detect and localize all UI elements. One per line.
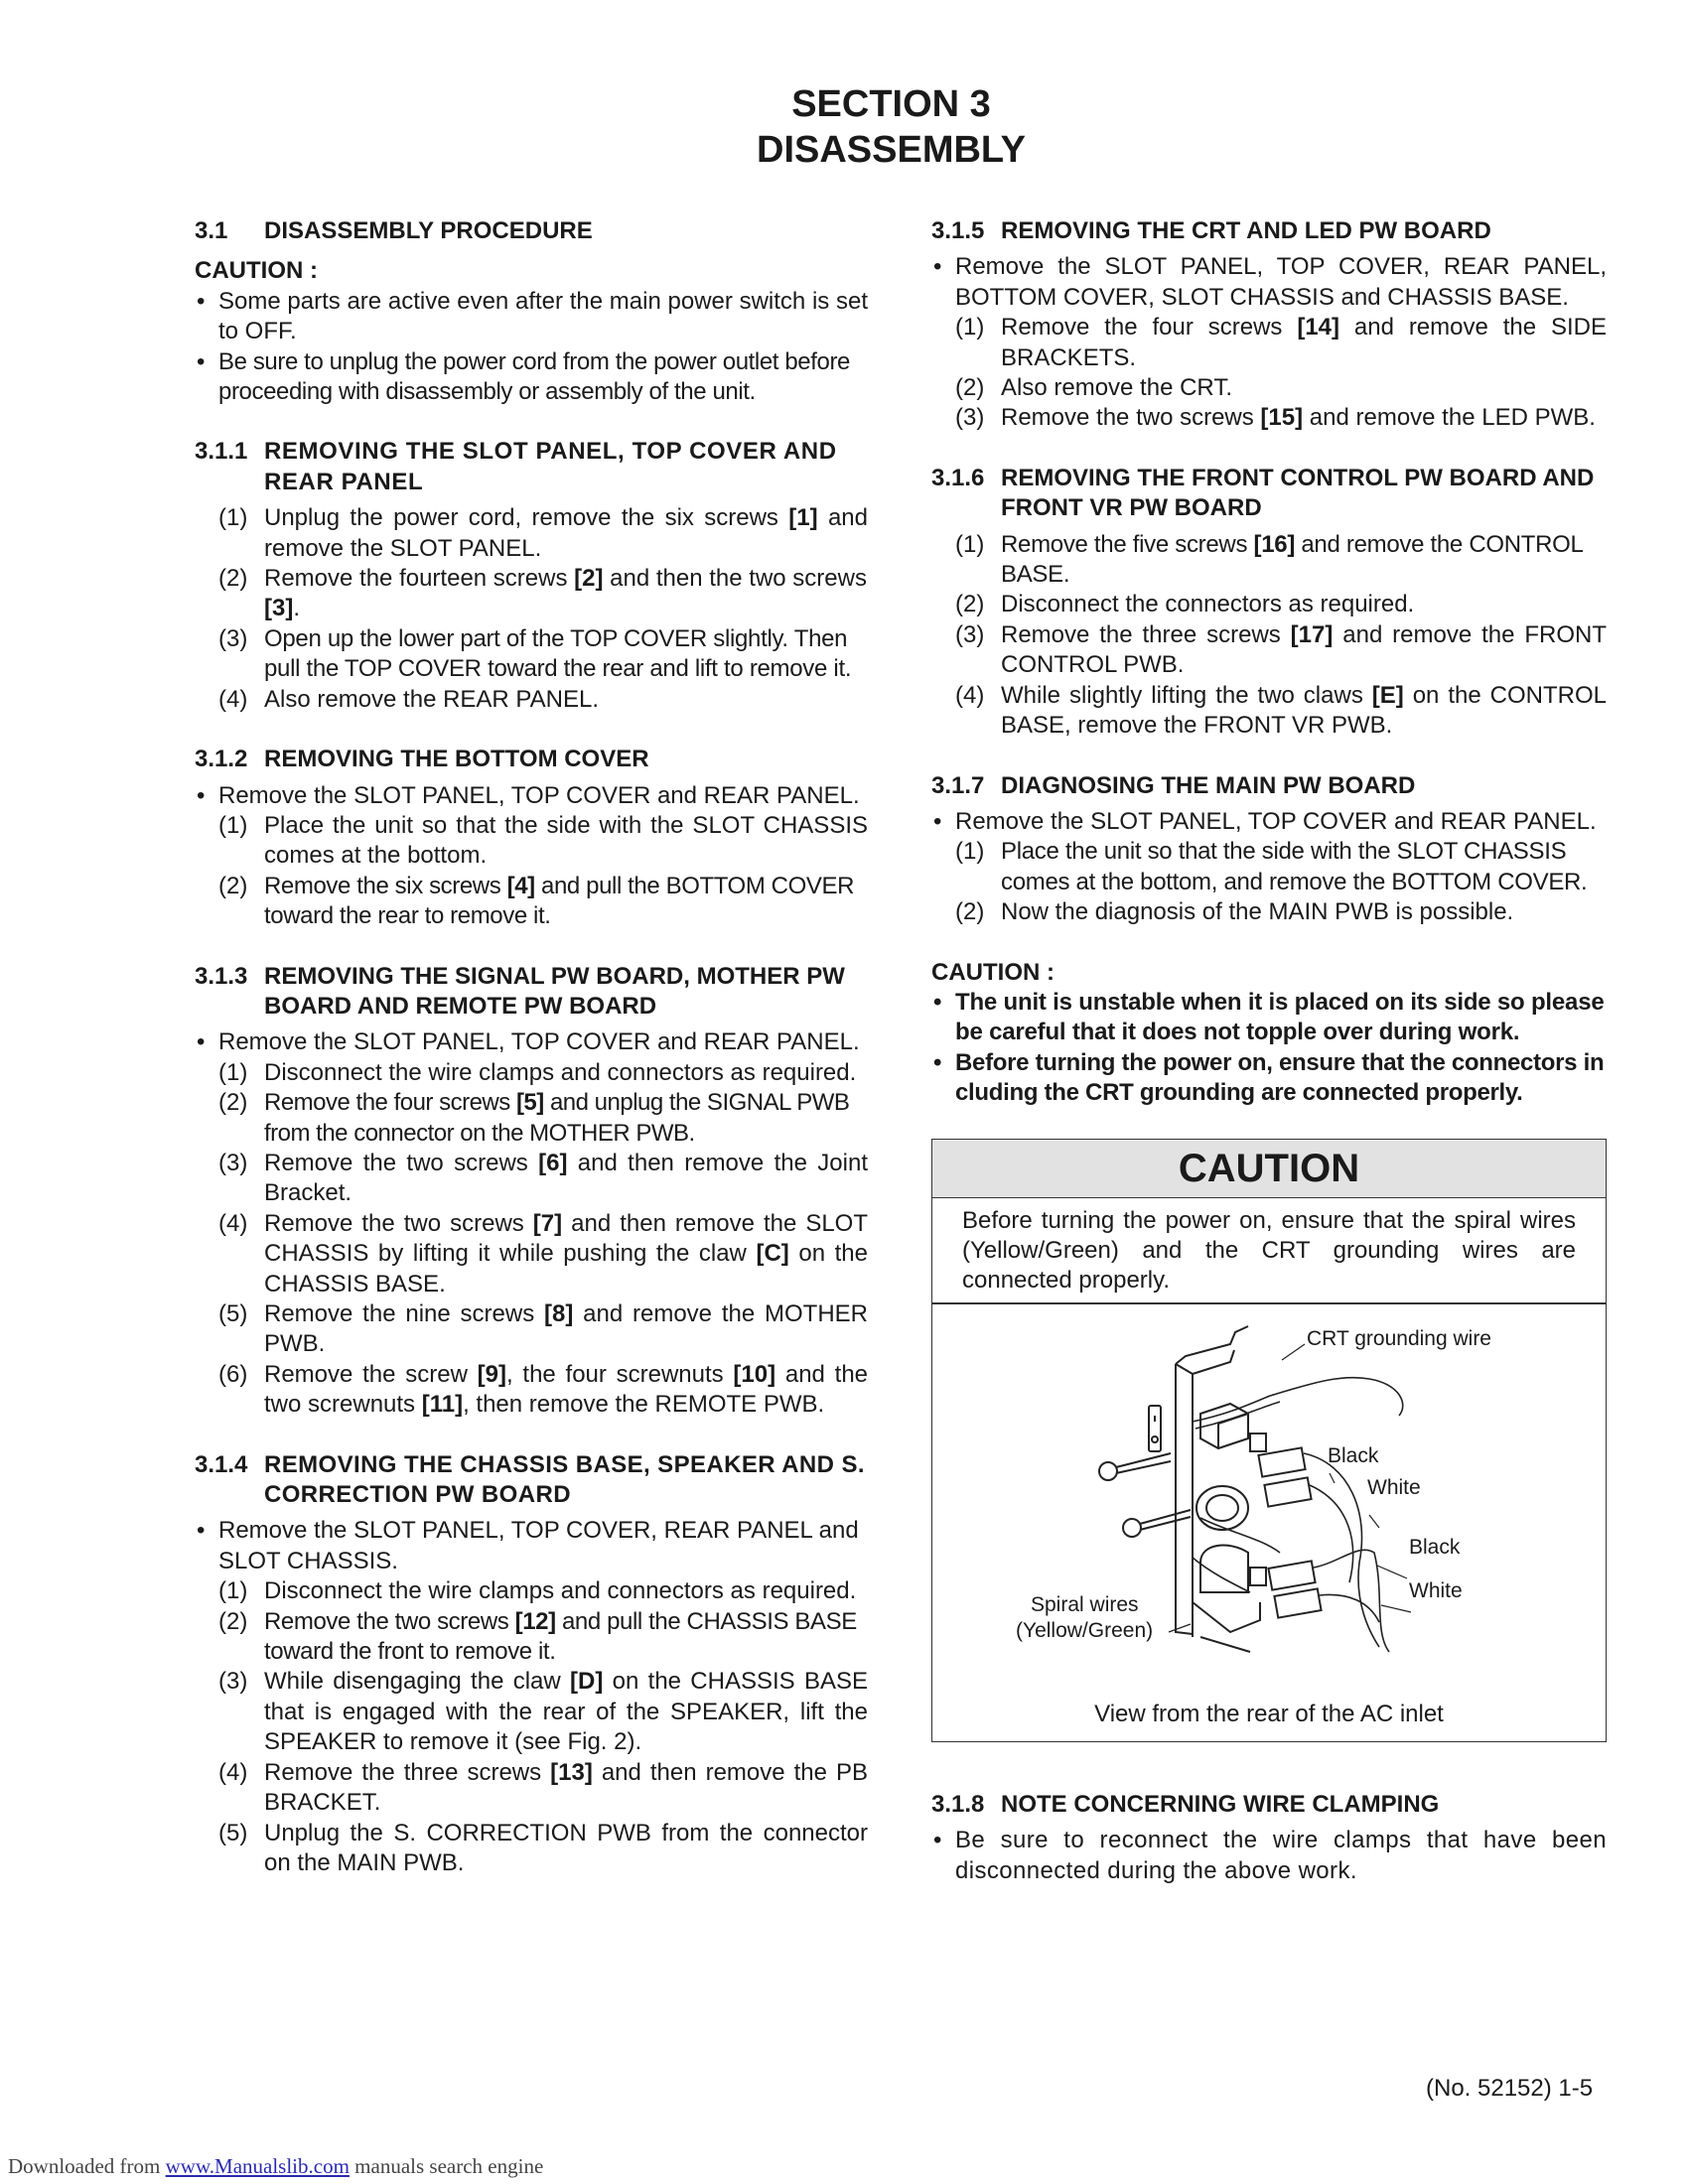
caution-item: • Be sure to unplug the power cord from the power outlet before proceeding with disassembly or assembly of the unit. [195,347,868,408]
heading-3-1: 3.1 DISASSEMBLY PROCEDURE [195,217,593,244]
step: (4) Remove the three screws [13] and then remove the PB BRACKET. [218,1758,868,1817]
caution-label: CAUTION : [931,958,1055,986]
ac-inlet-figure [932,1304,1606,1741]
step: (1) Remove the four screws [14] and remove the SIDE BRACKETS. [955,314,1607,371]
prereq-bullet: • Remove the SLOT PANEL, TOP COVER, REAR PANEL and SLOT CHASSIS. [195,1516,868,1576]
page-number: (No. 52152) 1-5 [1426,2075,1594,2102]
prereq-bullet: • Remove the SLOT PANEL, TOP COVER and REAR PANEL. [195,781,868,811]
caution-box-heading: CAUTION [932,1140,1606,1198]
step: (3) While disengaging the claw [D] on the CHASSIS BASE that is engaged with the rear of the SPEAKER, lift the SPEAKER to remove it (see Fig. 2). [218,1668,868,1756]
heading-3-1-4: 3.1.4 REMOVING THE CHASSIS BASE, SPEAKER AND S. CORRECTION PW BOARD [195,1450,865,1509]
label-black: Black [1328,1443,1379,1467]
step: (1) Disconnect the wire clamps and connectors as required. [218,1577,857,1605]
step: (2) Remove the two screws [12] and pull the CHASSIS BASE toward the front to remove it. [218,1607,857,1666]
step: (4) Remove the two screws [7] and then remove the SLOT CHASSIS by lifting it while pushing the claw [C] on the CHASSIS BASE. [218,1209,869,1297]
prereq-bullet: • Remove the SLOT PANEL, TOP COVER and REAR PANEL. [931,807,1607,837]
step: (1) Unplug the power cord, remove the six screws [1] and remove the SLOT PANEL. [218,504,868,562]
step: (1) Disconnect the wire clamps and connectors as required. [218,1058,857,1086]
step: (2) Remove the fourteen screws [2] and then the two screws [3]. [218,565,867,622]
right-column [931,216,1607,1886]
step: (2) Disconnect the connectors as required. [955,591,1415,618]
step: (2) Remove the four screws [5] and unplug the SIGNAL PWB from the connector on the MOTHER PWB. [218,1089,850,1147]
prereq-bullet: • Remove the SLOT PANEL, TOP COVER and REAR PANEL. [195,1027,868,1057]
step: (6) Remove the screw [9], the four screwnuts [10] and the two screwnuts [11], then remove the REMOTE PWB. [218,1360,869,1419]
download-footer: Downloaded from www.Manualslib.com manuals search engine [8,2154,544,2178]
step: (3) Remove the three screws [17] and remove the FRONT CONTROL PWB. [955,620,1607,679]
step: (3) Remove the two screws [6] and then remove the Joint Bracket. [218,1149,868,1207]
heading-3-1-6: 3.1.6 REMOVING THE FRONT CONTROL PW BOARD AND FRONT VR PW BOARD [931,464,1595,522]
caution-item: • Before turning the power on, ensure that the connectors in cluding the CRT grounding are connected properly. [931,1048,1607,1109]
step: (1) Remove the five screws [16] and remove the CONTROL BASE. [955,530,1583,589]
heading-3-1-3: 3.1.3 REMOVING THE SIGNAL PW BOARD, MOTHER PW BOARD AND REMOTE PW BOARD [195,962,845,1020]
caution-item: • The unit is unstable when it is placed on its side so please be careful that it does not topple over during work. [931,988,1607,1048]
caution-item: • Some parts are active even after the main power switch is set to OFF. [195,287,868,347]
step: (4) While slightly lifting the two claws [E] on the CONTROL BASE, remove the FRONT VR PWB. [955,681,1607,740]
left-column [195,216,868,1878]
note-bullet: • Be sure to reconnect the wire clamps that have been disconnected during the above work. [931,1826,1607,1886]
section-title: DISASSEMBLY [757,129,1026,171]
step: (2) Remove the six screws [4] and pull the BOTTOM COVER toward the rear to remove it. [218,872,855,930]
label-white: White [1409,1578,1463,1602]
heading-3-1-7: 3.1.7 DIAGNOSING THE MAIN PW BOARD [931,771,1416,799]
label-yellow-green: (Yellow/Green) [1016,1618,1154,1642]
caution-box-text: Before turning the power on, ensure that the spiral wires (Yellow/Green) and the CRT grounding wires are connected properly. [932,1198,1606,1304]
label-spiral-wires: Spiral wires [1031,1592,1139,1616]
label-crt-grounding-wire: CRT grounding wire [1307,1326,1491,1350]
heading-3-1-2: 3.1.2 REMOVING THE BOTTOM COVER [195,746,649,773]
section-number: SECTION 3 [791,83,991,125]
step: (5) Remove the nine screws [8] and remove the MOTHER PWB. [218,1300,868,1358]
caution-label: CAUTION : [195,257,318,285]
figure-caption: View from the rear of the AC inlet [1094,1700,1444,1727]
label-black: Black [1409,1535,1461,1559]
heading-3-1-1: 3.1.1 REMOVING THE SLOT PANEL, TOP COVER AND REAR PANEL [195,438,837,495]
step: (2) Also remove the CRT. [955,374,1232,402]
label-white: White [1367,1475,1421,1499]
step: (3) Open up the lower part of the TOP COVER slightly. Then pull the TOP COVER toward the rear and lift to remove it. [218,624,852,683]
step: (1) Place the unit so that the side with the SLOT CHASSIS comes at the bottom, and remove the BOTTOM COVER. [955,838,1588,895]
step: (2) Now the diagnosis of the MAIN PWB is possible. [955,898,1514,926]
step: (5) Unplug the S. CORRECTION PWB from the connector on the MAIN PWB. [218,1819,868,1876]
manualslib-link[interactable]: www.Manualslib.com [165,2154,350,2178]
heading-3-1-5: 3.1.5 REMOVING THE CRT AND LED PW BOARD [931,217,1491,244]
prereq-bullet: • Remove the SLOT PANEL, TOP COVER, REAR PANEL, BOTTOM COVER, SLOT CHASSIS and CHASSIS BASE. [931,252,1607,313]
heading-3-1-8: 3.1.8 NOTE CONCERNING WIRE CLAMPING [931,1790,1440,1818]
step: (1) Place the unit so that the side with the SLOT CHASSIS comes at the bottom. [218,811,868,870]
step: (4) Also remove the REAR PANEL. [218,685,600,713]
step: (3) Remove the two screws [15] and remove the LED PWB. [955,404,1596,432]
caution-box [931,1139,1607,1742]
